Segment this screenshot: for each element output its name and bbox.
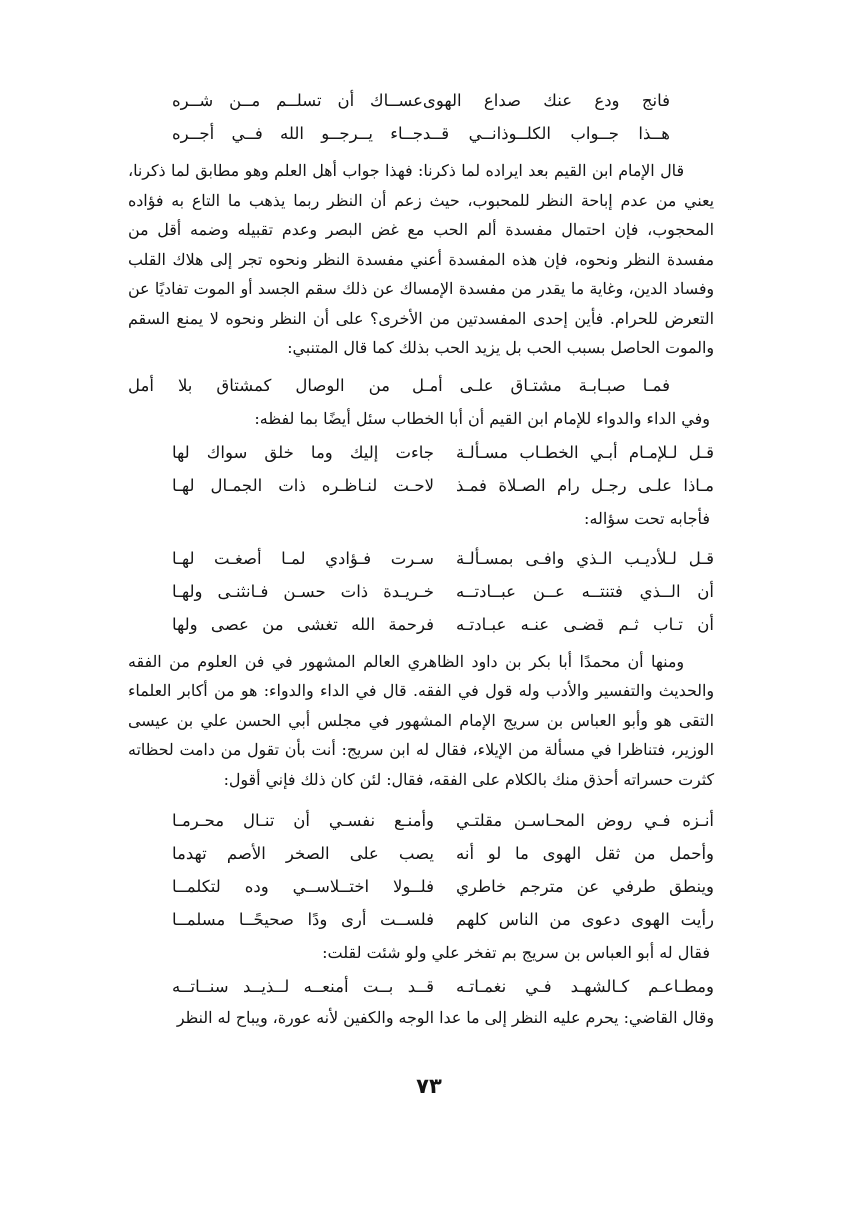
verse-second-hemistich: جاءت إليك وما خلق سواك لها <box>172 442 434 462</box>
verse-second-hemistich: عســاك أن تسلــم مــن شــره <box>172 91 423 110</box>
verse-first-hemistich: مـاذا علـى رجـل رام الصـلاة فمـذ <box>456 475 714 495</box>
paragraph-abu-al-khattab-question: وفي الداء والدواء للإمام ابن القيم أن أبا الخطاب سئل أيضًا بما لفظه: <box>254 408 710 428</box>
verse-second-hemistich: فرحمة الله تغشى من عصى ولها <box>172 614 434 634</box>
verse-second-hemistich: فلــولا اختــلاســي وده لتكلمــا <box>172 877 434 896</box>
verse-first-hemistich: وأحمل من ثقل الهوى ما لو أنه <box>456 844 714 863</box>
paragraph-ibn-qayyim: قال الإمام ابن القيم بعد ايراده لما ذكرنا: فهذا جواب أهل العلم وهو مطابق لما ذكرنا، يعني من عدم إباحة النظر للمحبوب، حيث زعم أن النظر ربما يذهب ما التاع به فؤاده المحجوب، فإن احتمال مفسدة ألم الحب مع غض البصر وعدم تقبيله وضمه أقل من مفسدة النظر ونحوه، فإن هذه المفسدة أعني مفسدة النظر ونحوه تجر إلى هلاك القلب وفساد الدين، وغاية ما يقدر من مفسدة الإمساك عن ذلك سقم الجسد أو الموت تفاديًا عن التعرض للحرام. فأين إحدى المفسدتين من الأخرى؟ على أن النظر ونحوه لا يمنع السقم والموت الحاصل بسبب الحب بل يزيد الحب بذلك كما قال المتنبي: <box>128 161 715 357</box>
poem-ibn-surayj <box>128 970 714 1003</box>
verse-first-hemistich: وينطق طرفي عن مترجم خاطري <box>456 877 714 896</box>
verse-line <box>172 804 714 837</box>
page-body <box>128 84 714 1033</box>
verse-second-hemistich: خـريـدة ذات حسـن فـانثنـى ولهـا <box>172 581 434 601</box>
verse-line <box>172 542 714 575</box>
verse-line <box>172 608 714 641</box>
verse-first-hemistich: رأيت الهوى دعوى من الناس كلهم <box>456 910 714 929</box>
paragraph-ibn-surayj-reply: فقال له أبو العباس بن سريج بم تفخر علي ولو شئت لقلت: <box>322 943 710 962</box>
verse-line <box>172 870 714 903</box>
poem-question <box>128 436 714 502</box>
verse-line <box>172 469 714 502</box>
verse-line <box>172 84 670 117</box>
poem-opening <box>128 84 714 150</box>
page-number: ٧٣ <box>416 1074 442 1098</box>
verse-line <box>172 575 714 608</box>
paragraph-ibn-dawud: ومنها أن محمدًا أبا بكر بن داود الظاهري العالم المشهور في فن العلوم من الفقه والحديث والتفسير والأدب وله قول في الفقه. قال في الداء والدواء: هو من أكابر العلماء التقى هو وأبو العباس بن سريج الإمام المشهور في مجلس أبي الحسن علي بن عيسى الوزير، فتناظرا في مسألة من الإيلاء، فقال له ابن سريج: أنت بأن تقول من دامت لحظاته كثرت حسراته أحذق منك بالكلام على الفقه، فقال: لئن كان ذلك فإني أقول: <box>128 651 714 789</box>
verse-line <box>172 117 670 150</box>
verse-line <box>172 436 714 469</box>
verse-first-hemistich: فمـا صبـابـة مشتـاق علـى أمـل <box>412 375 670 395</box>
verse-first-hemistich: قـل لـلإمـام أبـي الخطـاب مسـألـة <box>456 442 714 462</box>
poem-ibn-dawud <box>128 804 714 936</box>
verse-first-hemistich: أن تـاب ثـم قضـى عنـه عبـادتـه <box>456 614 714 634</box>
verse-second-hemistich: يصب على الصخر الأصم تهدما <box>172 844 434 863</box>
verse-second-hemistich: لاحـت لنـاظـره ذات الجمـال لهـا <box>172 475 434 495</box>
verse-first-hemistich: أن الــذي فتنتــه عــن عبــادتــه <box>456 581 714 601</box>
verse-line <box>172 903 714 936</box>
verse-first-hemistich: قـل لـلأديـب الـذي وافـى بمسـألـة <box>456 548 714 568</box>
verse-second-hemistich: سـرت فـؤادي لمـا أصغـت لهـا <box>172 548 434 568</box>
verse-second-hemistich: فلســت أرى ودًا صحيحًــا مسلمــا <box>172 910 434 929</box>
verse-second-hemistich: جــاء يــرجــو الله فــي أجــره <box>172 124 423 143</box>
verse-first-hemistich: ومطـاعـم كـالشهـد فـي نغمـاتـه <box>456 977 714 996</box>
label-answer: فأجابه تحت سؤاله: <box>584 508 710 528</box>
verse-line <box>128 369 670 402</box>
verse-second-hemistich: وأمنـع نفسـي أن تنـال محـرمـا <box>172 811 434 830</box>
poem-answer <box>128 542 714 641</box>
verse-first-hemistich: هــذا جــواب الكلــوذانــي قــد <box>422 124 670 143</box>
verse-second-hemistich: قــد بــت أمنعــه لــذيــد سنــاتــه <box>172 977 434 996</box>
verse-line <box>172 837 714 870</box>
poem-mutanabbi <box>128 369 714 402</box>
paragraph-qadi: وقال القاضي: يحرم عليه النظر إلى ما عدا الوجه والكفين لأنه عورة، ويباح له النظر <box>176 1008 714 1027</box>
verse-first-hemistich: فانج ودع عنك صداع الهوى <box>422 91 670 110</box>
verse-second-hemistich: من الوصال كمشتاق بلا أمل <box>128 375 390 395</box>
verse-line <box>172 970 714 1003</box>
verse-first-hemistich: أنـزه فـي روض المحـاسـن مقلتـي <box>456 811 714 830</box>
